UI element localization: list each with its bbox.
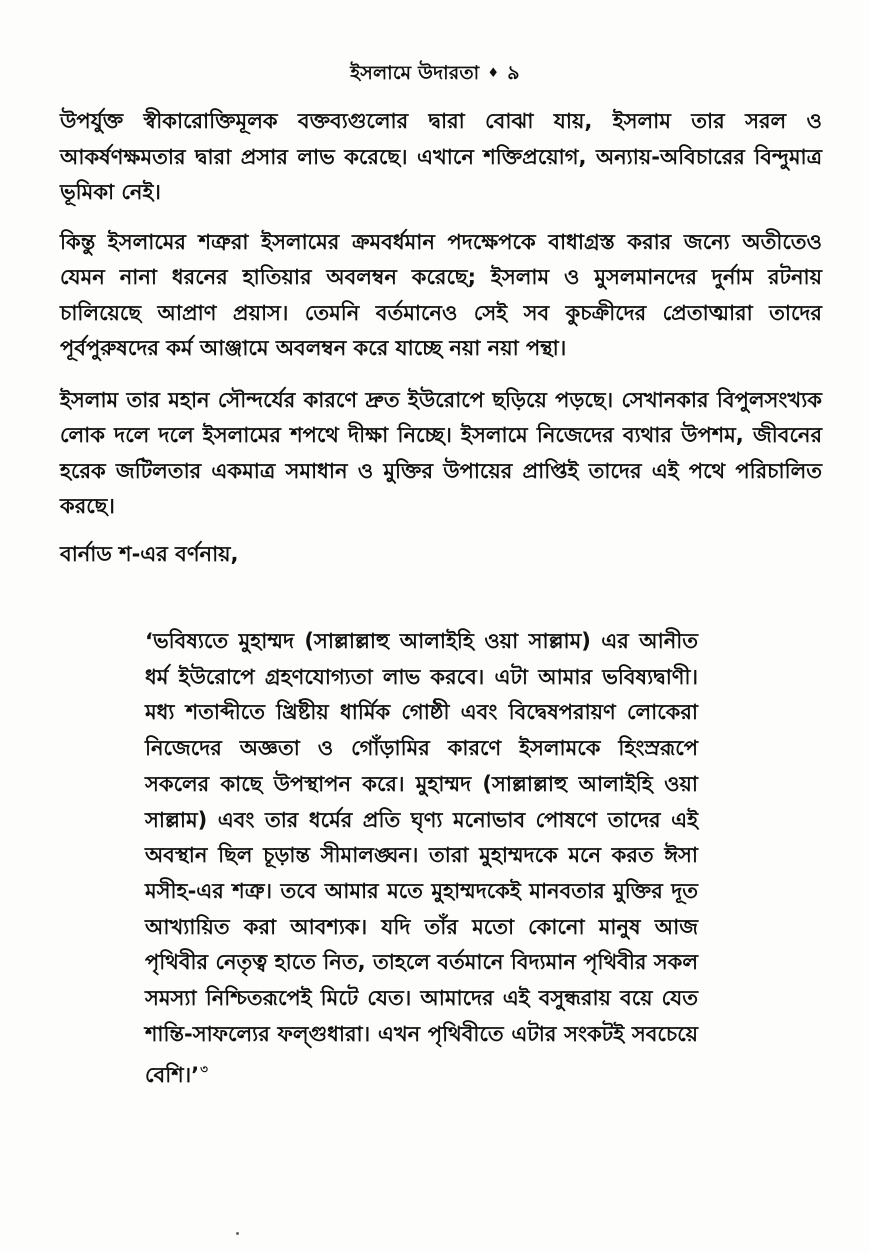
paragraph-2: কিন্তু ইসলামের শত্রুরা ইসলামের ক্রমবর্ধমান পদক্ষেপকে বাধাগ্রস্ত করার জন্যে অতীতেও যেমন নানা ধরনের হাতিয়ার অবলম্বন করেছে; ইসলাম ও মুসলমানদের দুর্নাম রটনায় চালিয়েছে আপ্রাণ প্রয়াস। তেমনি বর্তমানেও সেই সব কুচক্রীদের প্রেতাত্মারা তাদের পূর্বপুরুষদের কর্ম আঞ্জামে অবলম্বন করে যাচ্ছে নয়া নয়া পন্থা। (60, 229, 822, 360)
quote-intro: বার্নাড শ-এর বর্ণনায়, (60, 541, 239, 566)
footnote-marker: ৩ (200, 1062, 208, 1077)
running-header (0, 58, 870, 89)
paragraph-3: ইসলাম তার মহান সৌন্দর্যের কারণে দ্রুত ইউরোপে ছড়িয়ে পড়ছে। সেখানকার বিপুলসংখ্যক লোক দলে দলে ইসলামের শপথে দীক্ষা নিচ্ছে। ইসলামে নিজেদের ব্যথার উপশম, জীবনের হরেক জটিলতার একমাত্র সমাধান ও মুক্তির উপায়ের প্রাপ্তিই তাদের এই পথে পরিচালিত করছে। (60, 387, 822, 518)
quote-text: ‘ভবিষ্যতে মুহাম্মদ (সাল্লাল্লাহু আলাইহি ওয়া সাল্লাম) এর আনীত ধর্ম ইউরোপে গ্রহণযোগ্যতা লাভ করবে। এটা আমার ভবিষ্যদ্বাণী। মধ্য শতাব্দীতে খ্রিষ্টীয় ধার্মিক গোষ্ঠী এবং বিদ্বেষপরায়ণ লোকেরা নিজেদের অজ্ঞতা ও গোঁড়ামির কারণে ইসলামকে হিংস্ররূপে সকলের কাছে উপস্থাপন করে। মুহাম্মদ (সাল্লাল্লাহু আলাইহি ওয়া সাল্লাম) এবং তার ধর্মের প্রতি ঘৃণ্য মনোভাব পোষণে তাদের এই অবস্থান ছিল চূড়ান্ত সীমালঙ্ঘন। তারা মুহাম্মদকে মনে করত ঈসা মসীহ-এর শত্রু। তবে আমার মতে মুহাম্মদকেই মানবতার মুক্তির দূত আখ্যায়িত করা আবশ্যক। যদি তাঁর মতো কোনো মানুষ আজ পৃথিবীর নেতৃত্ব হাতে নিত, তাহলে বর্তমানে বিদ্যমান পৃথিবীর সকল সমস্যা নিশ্চিতরূপেই মিটে যেত। আমাদের এই বসুন্ধরায় বয়ে যেত শান্তি-সাফল্যের ফল্গুধারা। এখন পৃথিবীতে এটার সংকটই সবচেয়ে বেশি।’ (145, 629, 698, 1088)
block-quote (145, 624, 698, 1094)
body-text (60, 104, 822, 584)
separator-diamond-icon: ♦ (487, 66, 500, 81)
book-title: ইসলামে উদারতা (350, 62, 480, 84)
page-number: ৯ (507, 62, 520, 84)
print-speck (236, 1232, 239, 1235)
paragraph-1: উপর্যুক্ত স্বীকারোক্তিমূলক বক্তব্যগুলোর দ্বারা বোঝা যায়, ইসলাম তার সরল ও আকর্ষণক্ষমতার দ্বারা প্রসার লাভ করেছে। এখানে শক্তিপ্রয়োগ, অন্যায়-অবিচারের বিন্দুমাত্র ভূমিকা নেই। (60, 109, 822, 204)
